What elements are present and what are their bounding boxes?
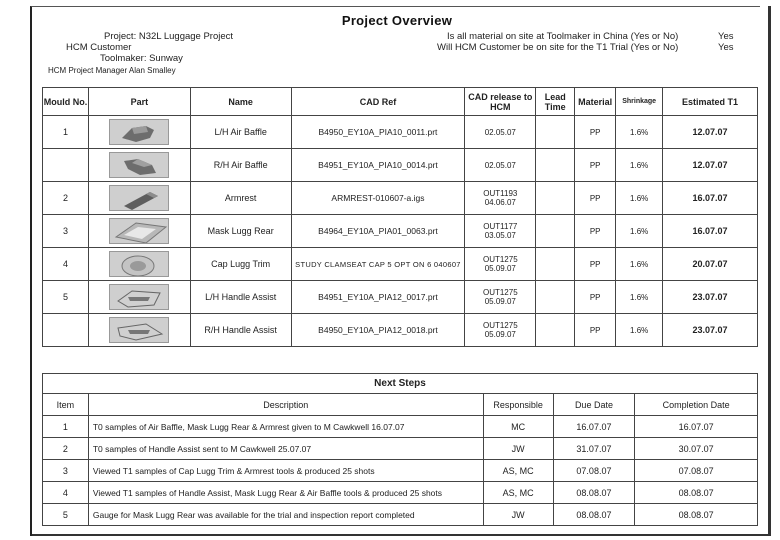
part-cell — [88, 116, 190, 149]
step-item: 5 — [43, 504, 89, 526]
step-due-date: 07.08.07 — [553, 460, 635, 482]
step-due-date: 08.08.07 — [553, 504, 635, 526]
step-description: T0 samples of Air Baffle, Mask Lugg Rear & Armrest given to M Cawkwell 16.07.07 — [88, 416, 483, 438]
overview-header-row — [43, 88, 758, 116]
step-item: 1 — [43, 416, 89, 438]
answer-customer-on-site: Yes — [718, 42, 734, 53]
lead-time — [536, 248, 575, 281]
shrinkage: 1.6% — [616, 314, 663, 347]
table-row — [43, 149, 758, 182]
table-row — [43, 416, 758, 438]
part-name: L/H Handle Assist — [190, 281, 291, 314]
shrinkage: 1.6% — [616, 215, 663, 248]
part-cell — [88, 149, 190, 182]
col-due-date: Due Date — [553, 394, 635, 416]
cad-release: OUT1177 03.05.07 — [465, 215, 536, 248]
step-responsible: JW — [483, 438, 553, 460]
lead-time — [536, 314, 575, 347]
part-cell — [88, 182, 190, 215]
estimated-t1: 20.07.07 — [663, 248, 758, 281]
table-row — [43, 460, 758, 482]
step-description: Gauge for Mask Lugg Rear was available for the trial and inspection report completed — [88, 504, 483, 526]
mould-no: 3 — [43, 215, 89, 248]
table-row — [43, 281, 758, 314]
step-completion-date: 08.08.07 — [635, 504, 758, 526]
step-completion-date: 16.07.07 — [635, 416, 758, 438]
step-description: Viewed T1 samples of Handle Assist, Mask Lugg Rear & Air Baffle tools & produced 25 shots — [88, 482, 483, 504]
lead-time — [536, 182, 575, 215]
step-responsible: AS, MC — [483, 460, 553, 482]
estimated-t1: 12.07.07 — [663, 149, 758, 182]
material: PP — [575, 215, 616, 248]
handle-assist-lh-part-icon — [109, 284, 169, 310]
step-item: 3 — [43, 460, 89, 482]
mould-no: 2 — [43, 182, 89, 215]
step-description: T0 samples of Handle Assist sent to M Cawkwell 25.07.07 — [88, 438, 483, 460]
col-item: Item — [43, 394, 89, 416]
table-row — [43, 482, 758, 504]
shrinkage: 1.6% — [616, 149, 663, 182]
table-row — [43, 215, 758, 248]
estimated-t1: 16.07.07 — [663, 182, 758, 215]
step-responsible: MC — [483, 416, 553, 438]
cad-ref: B4950_EY10A_PIA10_0011.prt — [291, 116, 465, 149]
cad-release: OUT1275 05.09.07 — [465, 314, 536, 347]
part-name: Cap Lugg Trim — [190, 248, 291, 281]
document-page — [30, 6, 760, 536]
cad-ref: B4951_EY10A_PIA12_0017.prt — [291, 281, 465, 314]
table-row — [43, 504, 758, 526]
mould-no — [43, 149, 89, 182]
next-steps-header-row — [43, 394, 758, 416]
question-material-on-site: Is all material on site at Toolmaker in China (Yes or No) — [447, 31, 679, 42]
material: PP — [575, 281, 616, 314]
mould-no: 4 — [43, 248, 89, 281]
page-title: Project Overview — [341, 13, 453, 28]
mould-no — [43, 314, 89, 347]
project-name: Project: N32L Luggage Project — [104, 31, 234, 42]
part-cell — [88, 215, 190, 248]
shrinkage: 1.6% — [616, 182, 663, 215]
lead-time — [536, 149, 575, 182]
col-cad-release: CAD release to HCM — [465, 88, 536, 116]
material: PP — [575, 314, 616, 347]
step-due-date: 31.07.07 — [553, 438, 635, 460]
page-shadow-right — [768, 6, 771, 536]
mask-lugg-rear-part-icon — [109, 218, 169, 244]
col-name: Name — [190, 88, 291, 116]
step-item: 4 — [43, 482, 89, 504]
shrinkage: 1.6% — [616, 116, 663, 149]
part-cell — [88, 314, 190, 347]
cad-release: 02.05.07 — [465, 116, 536, 149]
project-manager-label: HCM Project Manager Alan Smalley — [48, 66, 176, 75]
air-baffle-lh-part-icon — [109, 119, 169, 145]
armrest-part-icon — [109, 185, 169, 211]
step-responsible: JW — [483, 504, 553, 526]
project-overview-table — [42, 87, 758, 347]
mould-no: 5 — [43, 281, 89, 314]
part-cell — [88, 248, 190, 281]
table-row — [43, 182, 758, 215]
material: PP — [575, 182, 616, 215]
cad-release: OUT1193 04.06.07 — [465, 182, 536, 215]
step-completion-date: 07.08.07 — [635, 460, 758, 482]
cad-release: 02.05.07 — [465, 149, 536, 182]
part-name: L/H Air Baffle — [190, 116, 291, 149]
col-cad-ref: CAD Ref — [291, 88, 465, 116]
part-name: Armrest — [190, 182, 291, 215]
shrinkage: 1.6% — [616, 281, 663, 314]
table-row — [43, 314, 758, 347]
customer-label: HCM Customer — [66, 42, 132, 53]
answer-material-on-site: Yes — [718, 31, 734, 42]
question-customer-on-site: Will HCM Customer be on site for the T1 Trial (Yes or No) — [437, 42, 679, 53]
col-lead-time: Lead Time — [536, 88, 575, 116]
cad-ref: B4951_EY10A_PIA10_0014.prt — [291, 149, 465, 182]
col-mould-no: Mould No. — [43, 88, 89, 116]
col-description: Description — [88, 394, 483, 416]
col-responsible: Responsible — [483, 394, 553, 416]
step-completion-date: 08.08.07 — [635, 482, 758, 504]
estimated-t1: 23.07.07 — [663, 281, 758, 314]
step-responsible: AS, MC — [483, 482, 553, 504]
lead-time — [536, 116, 575, 149]
part-name: Mask Lugg Rear — [190, 215, 291, 248]
step-due-date: 08.08.07 — [553, 482, 635, 504]
step-completion-date: 30.07.07 — [635, 438, 758, 460]
material: PP — [575, 116, 616, 149]
table-row — [43, 116, 758, 149]
col-completion-date: Completion Date — [635, 394, 758, 416]
estimated-t1: 23.07.07 — [663, 314, 758, 347]
cap-lugg-trim-part-icon — [109, 251, 169, 277]
col-part: Part — [88, 88, 190, 116]
handle-assist-rh-part-icon — [109, 317, 169, 343]
next-steps-caption-row — [43, 374, 758, 394]
estimated-t1: 16.07.07 — [663, 215, 758, 248]
col-estimated-t1: Estimated T1 — [663, 88, 758, 116]
next-steps-title: Next Steps — [43, 374, 758, 394]
part-name: R/H Air Baffle — [190, 149, 291, 182]
air-baffle-rh-part-icon — [109, 152, 169, 178]
material: PP — [575, 149, 616, 182]
cad-ref: STUDY CLAMSEAT CAP 5 OPT ON 6 040607 — [291, 248, 465, 281]
shrinkage: 1.6% — [616, 248, 663, 281]
cad-release: OUT1275 05.09.07 — [465, 248, 536, 281]
toolmaker-label: Toolmaker: Sunway — [100, 53, 183, 64]
step-description: Viewed T1 samples of Cap Lugg Trim & Armrest tools & produced 25 shots — [88, 460, 483, 482]
cad-ref: B4950_EY10A_PIA12_0018.prt — [291, 314, 465, 347]
lead-time — [536, 281, 575, 314]
mould-no: 1 — [43, 116, 89, 149]
cad-ref: ARMREST-010607-a.igs — [291, 182, 465, 215]
step-due-date: 16.07.07 — [553, 416, 635, 438]
part-name: R/H Handle Assist — [190, 314, 291, 347]
col-shrinkage: Shrinkage — [616, 88, 663, 116]
estimated-t1: 12.07.07 — [663, 116, 758, 149]
table-row — [43, 248, 758, 281]
material: PP — [575, 248, 616, 281]
part-cell — [88, 281, 190, 314]
col-material: Material — [575, 88, 616, 116]
next-steps-table — [42, 373, 758, 526]
cad-release: OUT1275 05.09.07 — [465, 281, 536, 314]
table-row — [43, 438, 758, 460]
lead-time — [536, 215, 575, 248]
cad-ref: B4964_EY10A_PIA01_0063.prt — [291, 215, 465, 248]
step-item: 2 — [43, 438, 89, 460]
